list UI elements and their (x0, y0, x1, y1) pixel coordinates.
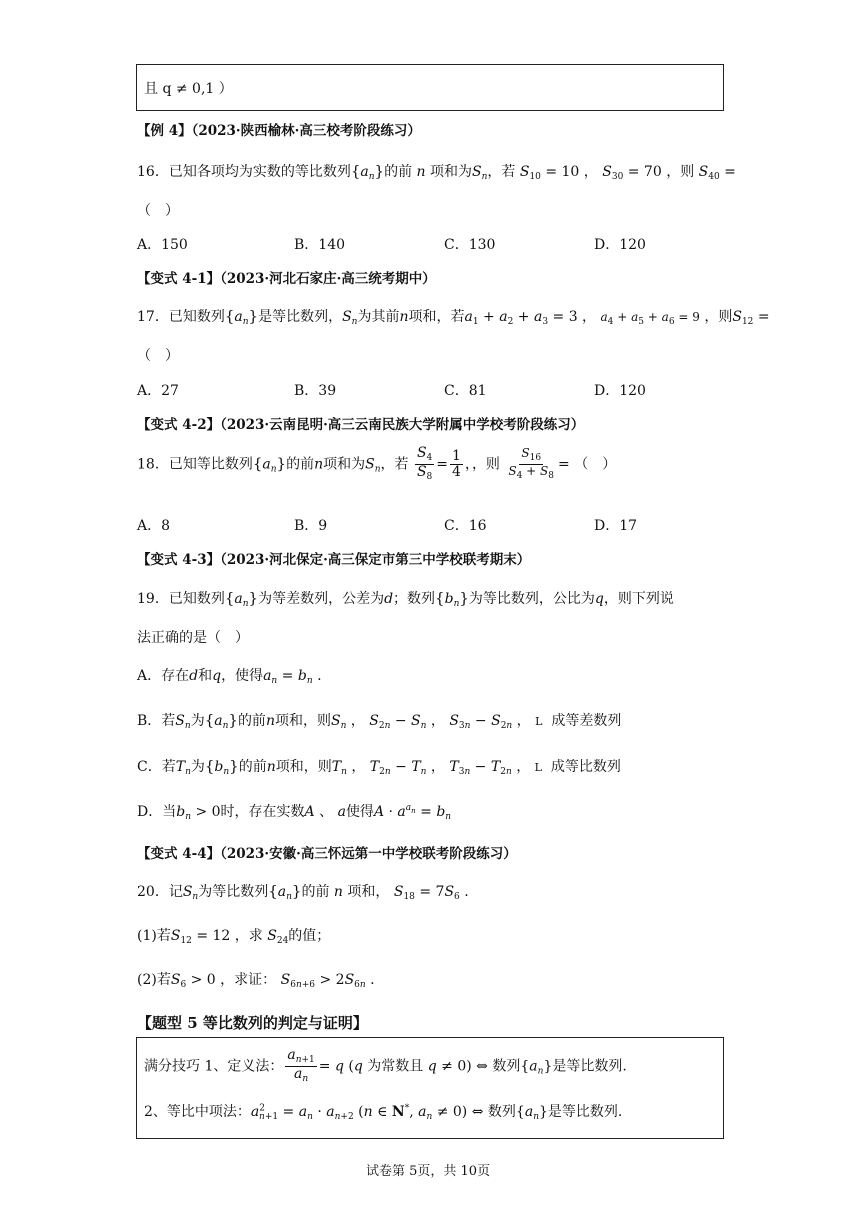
q19-optC-b: 为 (190, 759, 205, 775)
type-5-header: 【题型 5 等比数列的判定与证明】 (137, 1014, 368, 1032)
tip-2-line: 2、等比中项法：$a^2_{n+1} = a_n \cdot a_{n+2}$ (n ∈ N*, $a_n \ne 0$) ⇔ 数列$\{a_n\}$是等比数列. (144, 1103, 623, 1122)
q19-option-b: B．若$S_n$为$\{a_n\}$的前n项和，则$S_n$ ， $S_{2n} - S_n$ ， $S_{3n} - S_{2n}$ ， L 成等差数列 (137, 711, 622, 731)
q16-mid2: 项和为 (430, 164, 472, 180)
top-note-text: 且 q ≠ 0,1 ） (144, 81, 233, 97)
q19-a: 19．已知数列 (137, 591, 225, 607)
q17-prefix: 17．已知数列 (137, 309, 225, 325)
q19-option-d: D．当$b_n > 0$时，存在实数A 、 a使得$A \cdot a^{a_n} = b_n$ (137, 803, 452, 822)
q19-optA-c: ，使得 (221, 668, 264, 684)
tip2-b: 数列 (487, 1104, 516, 1120)
page-footer: 试卷第 5页，共 10页 (366, 1164, 491, 1179)
tip1-a: 满分技巧 1、定义法： (144, 1058, 284, 1075)
q18-mid2: 项和为 (323, 456, 366, 473)
variant-4-2-header: 【变式 4-2】（2023·云南昆明·高三云南民族大学附属中学校考阶段练习） (137, 417, 585, 433)
example-4-header: 【例 4】（2023·陕西榆林·高三校考阶段练习） (137, 123, 421, 139)
q16-option-c: C．130 (444, 237, 496, 253)
tip2-c: 是等比数列. (547, 1104, 623, 1120)
q16-blank: （ ） (137, 203, 179, 219)
q17-mid: 是等比数列， (258, 309, 343, 325)
q19-option-c: C．若$T_n$为$\{b_n\}$的前n项和，则$T_n$ ， $T_{2n} - T_n$ ， $T_{3n} - T_{2n}$ ， L 成等比数列 (137, 757, 621, 777)
q20-part-2: (2)若$S_6 > 0$ ，求证： $S_{6n+6} > 2S_{6n}$ . (137, 972, 375, 990)
variant-4-1-header: 【变式 4-1】（2023·河北石家庄·高三统考期中） (137, 271, 436, 287)
q20-p2-b: ，求证： (220, 972, 277, 988)
q19-optB-e: 成等差数列 (551, 713, 622, 729)
q19-optB-d: 项和，则 (274, 713, 331, 729)
tip1-c: 数列 (492, 1058, 521, 1075)
q19-b: 为等差数列，公差为 (258, 591, 385, 607)
q19-optC-e: 成等比数列 (550, 759, 621, 775)
q20-b: 为等比数列 (198, 884, 269, 900)
q16-tail: ，则 (666, 164, 695, 180)
q17-mid3: 项和，若 (408, 309, 465, 325)
q18-tail: ，则 (471, 456, 500, 473)
q20-p1-b: ，求 (234, 928, 263, 944)
q18-option-c: C．16 (444, 518, 487, 534)
q19-c: ；数列 (393, 591, 436, 607)
q17-blank: （ ） (137, 348, 179, 364)
q17-option-d: D．120 (594, 383, 646, 399)
tip1-d: 是等比数列. (552, 1058, 627, 1075)
question-19-line2: 法正确的是（ ） (137, 630, 249, 646)
q17-mid2: 为其前 (357, 309, 400, 325)
q20-p2-a: (2)若 (137, 972, 171, 988)
variant-4-3-header: 【变式 4-3】（2023·河北保定·高三保定市第三中学校联考期末） (137, 552, 531, 568)
q18-cond: ，若 (380, 456, 409, 473)
q20-c: 的前 (301, 884, 330, 900)
q16-prefix: 16．已知各项均为实数的等比数列 (137, 164, 351, 180)
question-20-line1: 20．记$S_n$为等比数列$\{a_n\}$的前 n 项和， $S_{18} = 7S_6$ . (137, 882, 469, 902)
q17-option-a: A．27 (137, 383, 179, 399)
q18-option-a: A．8 (137, 518, 171, 534)
q17-option-b: B．39 (294, 383, 337, 399)
q19-optB-b: 为 (190, 713, 205, 729)
q16-option-d: D．120 (594, 237, 646, 253)
tip1-b: 为常数且 (367, 1058, 424, 1075)
q19-optD-a: D．当 (137, 804, 177, 820)
q19-optC-c: 的前 (238, 759, 267, 775)
q18-blank: （ ） (574, 456, 617, 473)
q20-part-1: (1)若$S_{12} = 12$ ，求 $S_{24}$的值； (137, 928, 331, 946)
q19-e: ，则下列说 (603, 591, 674, 607)
q17-option-c: C．81 (444, 383, 487, 399)
q18-mid: 的前 (286, 456, 315, 473)
q16-cond: ，若 (487, 164, 516, 180)
q19-optC-a: C．若 (137, 759, 176, 775)
q16-option-b: B．140 (294, 237, 346, 253)
q16-option-a: A．150 (137, 237, 188, 253)
q19-optA-a: A．存在 (137, 668, 190, 684)
tip-1-line: 满分技巧 1、定义法： $\frac{a_{n+1}}{a_n}$ = q (q 为常数且 q ≠ 0) ⇔ 数列$\{a_n\}$是等比数列. (144, 1047, 627, 1084)
question-18-line1: 18．已知等比数列$\{a_n\}$的前n项和为$S_n$，若 $\frac{S_4}{S_8}$ = $\frac{1}{4}$ ，，则 $\frac{S_{16}}{S_4 + S_8}$ = （ ） (137, 445, 617, 482)
variant-4-4-header: 【变式 4-4】（2023·安徽·高三怀远第一中学校联考阶段练习） (137, 846, 517, 862)
tip2-a: 2、等比中项法： (144, 1104, 251, 1120)
question-19-line1: 19．已知数列$\{a_n\}$为等差数列，公差为d；数列$\{b_n\}$为等比数列，公比为q，则下列说 (137, 589, 674, 609)
q19-option-a: A．存在d和q，使得$a_n = b_n$ . (137, 668, 322, 686)
q19-optD-b: 时，存在实数 (220, 804, 305, 820)
q18-prefix: 18．已知等比数列 (137, 456, 253, 473)
q20-d: 项和， (347, 884, 390, 900)
question-16-line1: 16．已知各项均为实数的等比数列$\{a_n\}$的前 n 项和为$S_n$，若 $S_{10} = 10$ ， $S_{30} = 70$ ，则 $S_{40}$ = (137, 162, 736, 182)
q20-p1-c: 的值； (288, 928, 331, 944)
q19-optD-c: 使得 (345, 804, 374, 820)
q18-option-d: D．17 (594, 518, 638, 534)
q17-tail: ，则 (704, 309, 733, 325)
q18-option-b: B．9 (294, 518, 328, 534)
q19-optB-a: B．若 (137, 713, 176, 729)
q19-optA-b: 和 (198, 668, 213, 684)
q16-mid: 的前 (384, 164, 413, 180)
q19-optB-c: 的前 (237, 713, 266, 729)
q19-optC-d: 项和，则 (275, 759, 332, 775)
question-17-line1: 17．已知数列$\{a_n\}$是等比数列，$S_n$为其前n项和，若$a_1 + a_2 + a_3 = 3$ ， $a_4 + a_5 + a_6 = 9$ ，则$S_{12}$ = (137, 307, 770, 327)
q20-a: 20．记 (137, 884, 183, 900)
q20-p1-a: (1)若 (137, 928, 171, 944)
q19-d: 为等比数列，公比为 (468, 591, 595, 607)
